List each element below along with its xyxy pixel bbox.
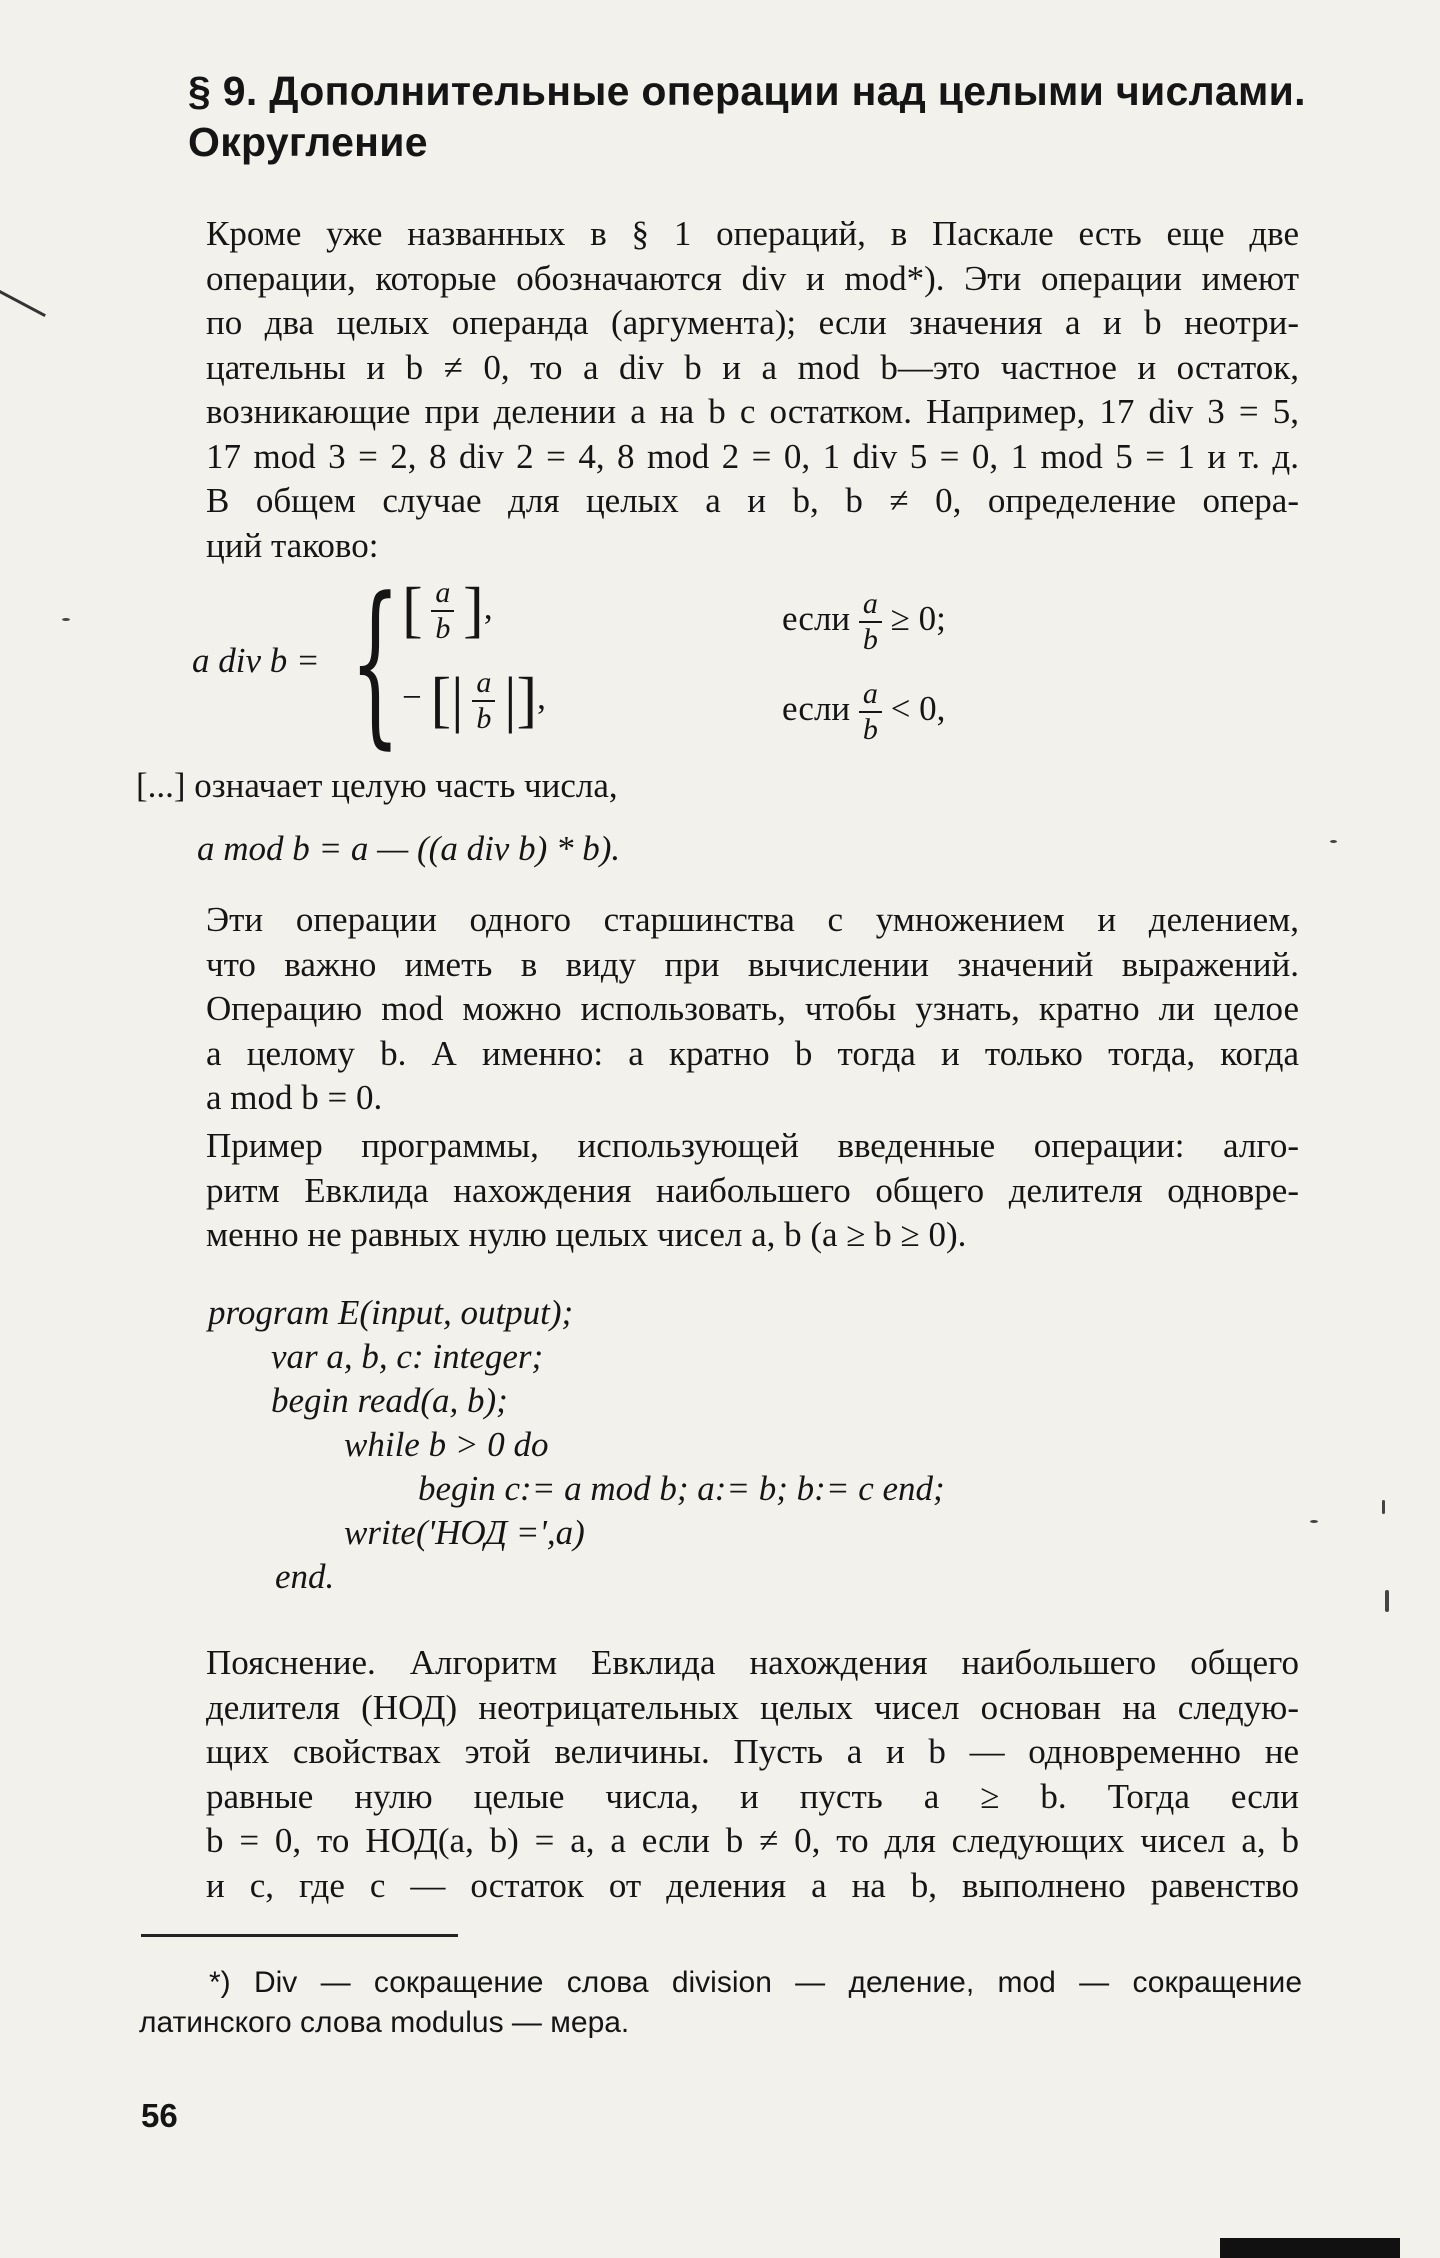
- scan-speck: [1330, 840, 1337, 843]
- text-line: Кроме уже названных в § 1 операций, в Паскале есть еще две: [206, 214, 1299, 253]
- condition-word: если: [782, 689, 851, 729]
- formula-case-2: − [| $\frac{a}{b}$ |], если $\frac{a}{b}$ < 0,: [402, 665, 946, 746]
- text-line: что важно иметь в виду при вычислении значений выражений.: [206, 944, 1299, 984]
- case-1-condition: [782, 587, 946, 657]
- text-line: щих свойствах этой величины. Пусть a и b — одновременно не: [206, 1732, 1299, 1771]
- fraction-numerator: a: [862, 587, 878, 620]
- text-line: менно не равных нулю целых чисел a, b (a ≥ b ≥ 0).: [206, 1215, 967, 1254]
- fraction-numerator: a: [435, 575, 451, 609]
- text-line: операции, которые обозначаются div и mod*). Эти операции имеют: [206, 258, 1299, 298]
- scan-speck: [1310, 1520, 1318, 1523]
- page-number: 56: [141, 2097, 178, 2134]
- code-line: begin c:= a mod b; a:= b; b:= c end;: [418, 1469, 945, 1508]
- scan-speck: [1385, 1590, 1389, 1612]
- fraction: [472, 666, 495, 736]
- text-line: делителя (НОД) неотрицательных целых чисел основан на следую-: [206, 1687, 1299, 1727]
- footnote-rule: [141, 1934, 458, 1937]
- bracket-symbol: ]: [463, 576, 484, 644]
- footnote-line: латинского слова modulus — мера.: [139, 2006, 630, 2039]
- condition-word: если: [782, 599, 851, 639]
- condition-relation: ≥ 0;: [890, 599, 946, 639]
- fraction: [859, 677, 882, 747]
- formula-case-1: [ $\frac{a}{b}$ ], если $\frac{a}{b}$ ≥ 0;: [402, 575, 946, 656]
- bracket-symbol: |]: [504, 666, 538, 734]
- paragraph-general-case: [136, 479, 1299, 568]
- heading-line-1: § 9. Дополнительные операции над целыми числами.: [188, 68, 1306, 114]
- bracket-symbol: [: [402, 576, 423, 644]
- fraction-numerator: a: [476, 665, 492, 699]
- heading-line-2: Округление: [188, 119, 428, 165]
- mod-definition: a mod b = a — ((a div b) * b).: [197, 829, 621, 868]
- left-brace-symbol: {: [350, 560, 401, 765]
- scan-edge-mark: [0, 290, 46, 317]
- fraction-denominator: b: [859, 711, 882, 747]
- fraction-denominator: b: [859, 621, 882, 657]
- bracket-symbol: [|: [430, 666, 464, 734]
- fraction-denominator: b: [472, 700, 495, 736]
- code-line: while b > 0 do: [344, 1425, 549, 1464]
- fraction: [431, 576, 454, 646]
- fraction-numerator: a: [862, 677, 878, 710]
- footnote: [139, 1963, 1302, 2043]
- minus-sign: −: [402, 677, 422, 717]
- text-line: Пример программы, использующей введенные операции: алго-: [206, 1126, 1299, 1165]
- text-line: В общем случае для целых a и b, b ≠ 0, определение опера-: [206, 481, 1299, 520]
- formula-lhs: a div b =: [192, 641, 320, 680]
- code-line: end.: [275, 1557, 335, 1596]
- code-line: write('НОД =',a): [344, 1513, 585, 1552]
- text-line: ций таково:: [206, 525, 379, 565]
- footnote-line: *) Div — сокращение слова division — деление, mod — сокращение: [209, 1966, 1302, 1999]
- fraction: [859, 587, 882, 657]
- case-2-condition: [782, 677, 945, 747]
- scan-speck: [62, 618, 70, 621]
- condition-relation: < 0,: [890, 689, 946, 729]
- text-line: ритм Евклида нахождения наибольшего общего делителя одновре-: [206, 1170, 1299, 1210]
- text-line: a mod b = 0.: [206, 1078, 383, 1117]
- bracket-note: [...] означает целую часть числа,: [136, 766, 618, 805]
- text-line: и c, где c — остаток от деления a на b, выполнено равенство: [206, 1865, 1299, 1905]
- paragraph-explanation: [136, 1641, 1299, 1908]
- scan-speck: [1382, 1500, 1385, 1514]
- text-line: равные нулю целые числа, и пусть a ≥ b. Тогда если: [206, 1776, 1299, 1816]
- text-line: по два целых операнда (аргумента); если значения a и b неотри-: [206, 303, 1299, 342]
- paragraph-example: [136, 1124, 1299, 1258]
- text-line: 17 mod 3 = 2, 8 div 2 = 4, 8 mod 2 = 0, 1 div 5 = 0, 1 mod 5 = 1 и т. д.: [206, 436, 1299, 476]
- text-line: цательны и b ≠ 0, то a div b и a mod b—это частное и остаток,: [206, 347, 1299, 387]
- text-line: Эти операции одного старшинства с умножением и делением,: [206, 900, 1299, 939]
- text-line: возникающие при делении a на b с остатком. Например, 17 div 3 = 5,: [206, 392, 1299, 431]
- text-line: Операцию mod можно использовать, чтобы узнать, кратно ли целое: [206, 989, 1299, 1028]
- section-heading: [188, 66, 1308, 168]
- paragraph-precedence: [136, 898, 1299, 1121]
- scan-edge-bar: [1220, 2238, 1400, 2258]
- fraction-denominator: b: [431, 610, 454, 646]
- code-line: var a, b, c: integer;: [271, 1337, 544, 1376]
- text-line: a целому b. А именно: a кратно b тогда и только тогда, когда: [206, 1033, 1299, 1073]
- text-line: b = 0, то НОД(a, b) = a, а если b ≠ 0, то для следующих чисел a, b: [206, 1821, 1299, 1860]
- code-line: begin read(a, b);: [271, 1381, 508, 1420]
- code-line: program E(input, output);: [208, 1293, 574, 1332]
- text-line: Пояснение. Алгоритм Евклида нахождения наибольшего общего: [206, 1643, 1299, 1682]
- div-definition-formula: [192, 560, 946, 765]
- paragraph-intro: [136, 212, 1299, 479]
